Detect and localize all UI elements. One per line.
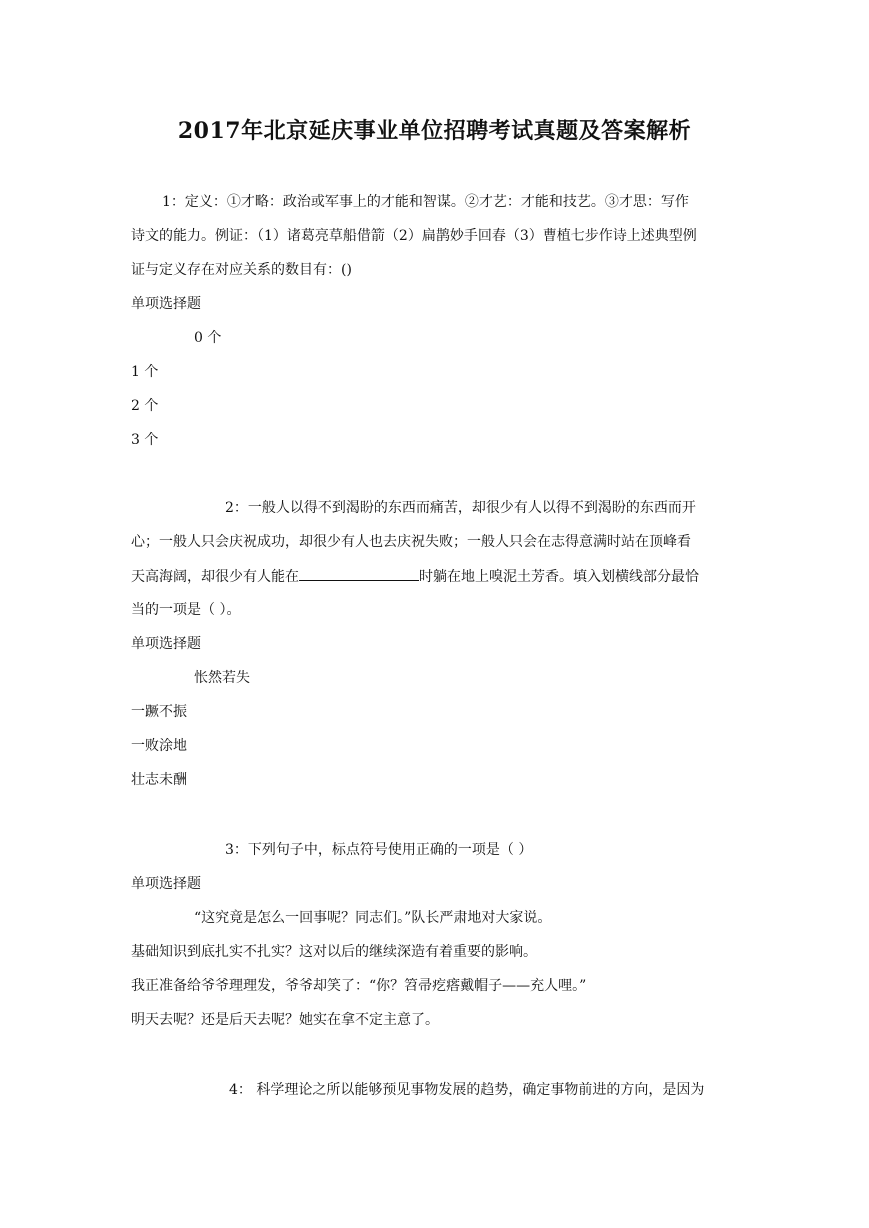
question-2-line-2: 心；一般人只会庆祝成功，却很少有人也去庆祝失败；一般人只会在志得意满时站在顶峰看 <box>131 534 691 550</box>
question-2-option-b: 一蹶不振 <box>131 704 187 720</box>
question-1-type: 单项选择题 <box>131 296 201 312</box>
fill-in-blank <box>299 566 419 581</box>
question-2-option-c: 一败涂地 <box>131 738 187 754</box>
question-1-line-1: 1：定义：①才略：政治或军事上的才能和智谋。②才艺：才能和技艺。③才思：写作 <box>162 194 689 210</box>
question-2-option-a: 怅然若失 <box>194 670 250 686</box>
question-2-line-1: 2：一般人以得不到渴盼的东西而痛苦，却很少有人以得不到渴盼的东西而开 <box>225 500 696 516</box>
question-1-option-a: 0 个 <box>194 330 222 346</box>
question-1-option-b: 1 个 <box>131 364 159 380</box>
question-3-option-b: 基础知识到底扎实不扎实？这对以后的继续深造有着重要的影响。 <box>131 944 537 960</box>
question-3-line-1: 3：下列句子中，标点符号使用正确的一项是（ ） <box>225 842 533 858</box>
question-2-option-d: 壮志未酬 <box>131 772 187 788</box>
question-1-option-d: 3 个 <box>131 432 159 448</box>
document-title: 2017年北京延庆事业单位招聘考试真题及答案解析 <box>177 118 692 144</box>
question-2-line-3-after: 时躺在地上嗅泥土芳香。填入划横线部分最恰 <box>419 569 699 585</box>
question-3-type: 单项选择题 <box>131 876 201 892</box>
question-4-line-1: 4： 科学理论之所以能够预见事物发展的趋势，确定事物前进的方向，是因为 <box>229 1082 705 1098</box>
question-2-line-3 <box>131 566 699 587</box>
question-3-option-d: 明天去呢？还是后天去呢？她实在拿不定主意了。 <box>131 1012 439 1028</box>
question-1-option-c: 2 个 <box>131 398 159 414</box>
question-3-option-a: “这究竟是怎么一回事呢？同志们。”队长严肃地对大家说。 <box>194 910 552 926</box>
question-2-line-3-before: 天高海阔，却很少有人能在 <box>131 569 299 585</box>
question-2-line-4: 当的一项是（ ）。 <box>131 602 241 618</box>
question-1-line-2: 诗文的能力。例证：（1）诸葛亮草船借箭（2）扁鹊妙手回春（3）曹植七步作诗上述典型例 <box>131 228 697 244</box>
question-2-type: 单项选择题 <box>131 636 201 652</box>
question-1-line-3: 证与定义存在对应关系的数目有：() <box>131 262 352 278</box>
question-3-option-c: 我正准备给爷爷理理发，爷爷却笑了：“你？笤帚疙瘩戴帽子——充人哩。” <box>131 978 587 994</box>
